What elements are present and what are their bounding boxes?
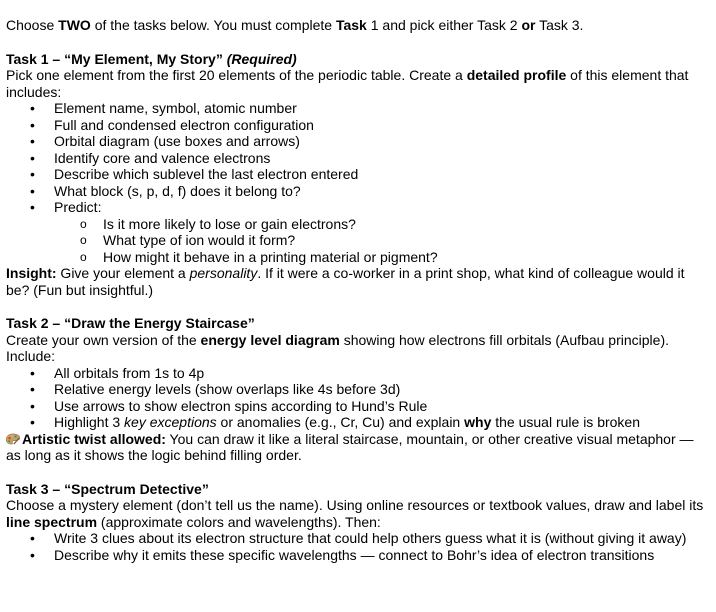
task2-desc-text: showing how electrons fill orbitals (Aufbau principle). Include:: [6, 331, 670, 364]
task3-description: [6, 497, 710, 530]
b4-text: Highlight 3: [54, 414, 125, 430]
intro-bold-task: Task: [335, 17, 367, 33]
sub-list-item: o Is it more likely to lose or gain electrons?: [6, 216, 710, 233]
list-item: • Write 3 clues about its electron structure that could help others guess what it is (without giving it away): [6, 530, 710, 547]
list-item: [6, 414, 710, 431]
task1-desc-text: Pick one element from the first 20 elements of the periodic table. Create a: [6, 67, 467, 83]
b4-text: the usual rule is broken: [491, 414, 640, 430]
list-item: • What block (s, p, d, f) does it belong to?: [6, 183, 710, 200]
task1-title: [6, 51, 710, 68]
b4-italic: key exceptions: [124, 414, 217, 430]
task2-desc-text: Create your own version of the: [6, 331, 201, 348]
sub-list-item: o How might it behave in a printing material or pigment?: [6, 249, 710, 266]
task3-desc-bold: line spectrum: [6, 513, 98, 530]
task1-description: [6, 67, 710, 100]
intro-text: of the tasks below. You must complete: [90, 17, 336, 33]
list-item: • Element name, symbol, atomic number: [6, 100, 710, 117]
list-item: • Orbital diagram (use boxes and arrows): [6, 133, 710, 150]
insight-label: Insight:: [6, 265, 57, 281]
assignment-page: [0, 17, 716, 563]
task1-desc-text: of this element that includes:: [6, 67, 689, 100]
task2-bullet-list: [6, 365, 710, 431]
task3-title: Task 3 – “Spectrum Detective”: [6, 480, 209, 497]
insight-text: . If it were a co-worker in a print shop, what kind of colleague would it be? (Fun but insightful.): [6, 265, 685, 298]
task3-desc-text: Choose a mystery element (don’t tell us the name). Using online resources or textbook values, draw and label its: [6, 497, 704, 513]
twist-label: Artistic twist allowed:: [22, 430, 166, 447]
task1-insight: [6, 265, 710, 298]
intro-bold-or: or: [521, 17, 536, 33]
task1-desc-bold: detailed profile: [466, 67, 567, 83]
task1-bullet-list: [6, 100, 710, 216]
palette-icon: [6, 433, 20, 445]
b4-text: or anomalies (e.g., Cr, Cu) and explain: [216, 414, 465, 430]
list-item: • Identify core and valence electrons: [6, 150, 710, 167]
twist-text: You can draw it like a literal staircase, mountain, or other creative visual metaphor — as long as it shows the logic behind filling order.: [6, 430, 694, 463]
task3-bullet-list: [6, 530, 710, 563]
task1-required-label: (Required): [226, 50, 297, 67]
task1-predict-sublist: [6, 216, 710, 266]
task2-artistic-twist: [6, 431, 710, 464]
intro-paragraph: [6, 17, 710, 34]
insight-italic: personality: [189, 265, 258, 281]
list-item: • Predict:: [6, 199, 710, 216]
task3-desc-text: (approximate colors and wavelengths). Then:: [97, 513, 381, 530]
intro-text: Choose: [6, 17, 59, 33]
list-item: • Use arrows to show electron spins according to Hund’s Rule: [6, 398, 710, 415]
list-item: • Describe why it emits these specific wavelengths — connect to Bohr’s idea of electron transitions: [6, 547, 710, 564]
insight-text: Give your element a: [56, 265, 190, 281]
list-item: • Relative energy levels (show overlaps like 4s before 3d): [6, 381, 710, 398]
task1-title-text: Task 1 – “My Element, My Story”: [6, 50, 227, 67]
intro-text: 1 and pick either Task 2: [366, 17, 522, 33]
intro-text: Task 3.: [535, 17, 584, 33]
list-item: • Full and condensed electron configuration: [6, 117, 710, 134]
task2-desc-bold: energy level diagram: [200, 331, 340, 348]
list-item: • All orbitals from 1s to 4p: [6, 365, 710, 382]
task2-description: [6, 332, 710, 365]
intro-bold-two: TWO: [58, 17, 91, 33]
b4-bold: why: [464, 414, 492, 430]
task2-title: Task 2 – “Draw the Energy Staircase”: [6, 315, 255, 331]
list-item: • Describe which sublevel the last electron entered: [6, 166, 710, 183]
sub-list-item: o What type of ion would it form?: [6, 232, 710, 249]
